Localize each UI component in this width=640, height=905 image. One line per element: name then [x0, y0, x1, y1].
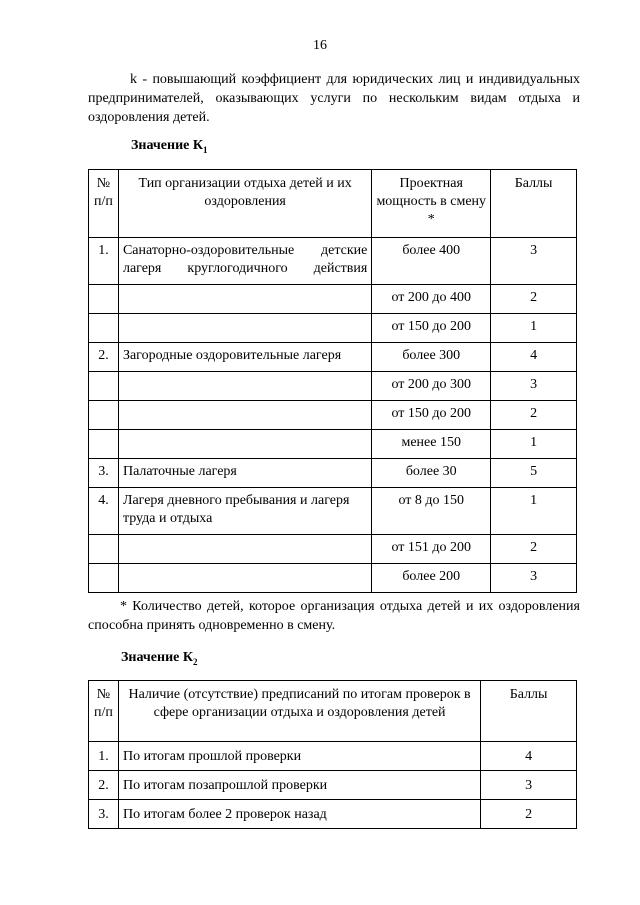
- k1-table: [88, 169, 577, 593]
- row-num: 3.: [89, 800, 119, 829]
- row-num: [89, 285, 119, 314]
- table-row: [89, 343, 577, 372]
- row-type: Палаточные лагеря: [118, 459, 371, 488]
- row-points: 3: [481, 771, 577, 800]
- row-points: 2: [491, 285, 577, 314]
- row-type: [118, 564, 371, 593]
- row-points: 3: [491, 564, 577, 593]
- row-capacity: от 150 до 200: [372, 401, 491, 430]
- row-points: 2: [481, 800, 577, 829]
- row-points: 1: [491, 430, 577, 459]
- row-num: 2.: [89, 771, 119, 800]
- table-row: [89, 771, 577, 800]
- capacity-footnote: * Количество детей, которое организация отдыха детей и их оздоровления способна принять одновременно в смену.: [88, 599, 580, 633]
- table-row: [89, 372, 577, 401]
- row-points: 2: [491, 535, 577, 564]
- row-points: 1: [491, 488, 577, 535]
- row-num: [89, 401, 119, 430]
- row-type: [118, 285, 371, 314]
- row-capacity: более 400: [372, 238, 491, 285]
- row-type: Загородные оздоровительные лагеря: [118, 343, 371, 372]
- row-num: [89, 564, 119, 593]
- row-desc: По итогам прошлой проверки: [118, 742, 480, 771]
- row-capacity: от 150 до 200: [372, 314, 491, 343]
- row-num: 1.: [89, 238, 119, 285]
- k1-header-points: Баллы: [491, 170, 577, 238]
- table-row: [89, 401, 577, 430]
- row-num: [89, 372, 119, 401]
- k1-heading-subscript: 1: [203, 144, 208, 155]
- k1-header-num: № п/п: [89, 170, 119, 238]
- row-num: 1.: [89, 742, 119, 771]
- row-num: [89, 430, 119, 459]
- table-row: [89, 535, 577, 564]
- k1-heading-text: Значение К: [131, 138, 204, 153]
- row-capacity: более 200: [372, 564, 491, 593]
- row-points: 2: [491, 401, 577, 430]
- k1-header-row: [89, 170, 577, 238]
- table-row: [89, 564, 577, 593]
- table-row: [89, 800, 577, 829]
- row-num: 4.: [89, 488, 119, 535]
- k2-header-row: [89, 681, 577, 742]
- row-capacity: от 151 до 200: [372, 535, 491, 564]
- row-points: 1: [491, 314, 577, 343]
- k1-heading: [131, 138, 208, 155]
- row-capacity: более 300: [372, 343, 491, 372]
- row-num: [89, 535, 119, 564]
- table-row: [89, 459, 577, 488]
- row-points: 4: [491, 343, 577, 372]
- table-row: [89, 285, 577, 314]
- row-type: [118, 401, 371, 430]
- row-points: 4: [481, 742, 577, 771]
- k1-header-type: Тип организации отдыха детей и их оздоровления: [118, 170, 371, 238]
- row-num: 2.: [89, 343, 119, 372]
- row-capacity: от 200 до 300: [372, 372, 491, 401]
- row-type: Санаторно-оздоровительные детские лагеря круглогодичного действия: [118, 238, 371, 285]
- k2-header-num: № п/п: [89, 681, 119, 742]
- k1-header-capacity: Проектная мощность в смену *: [372, 170, 491, 238]
- row-type: [118, 314, 371, 343]
- row-points: 3: [491, 238, 577, 285]
- table-row: [89, 488, 577, 535]
- row-type: [118, 372, 371, 401]
- table-row: [89, 430, 577, 459]
- row-capacity: менее 150: [372, 430, 491, 459]
- page-number: 16: [313, 38, 327, 53]
- row-capacity: от 200 до 400: [372, 285, 491, 314]
- row-type: [118, 535, 371, 564]
- k2-header-points: Баллы: [481, 681, 577, 742]
- row-num: 3.: [89, 459, 119, 488]
- row-desc: По итогам позапрошлой проверки: [118, 771, 480, 800]
- row-capacity: от 8 до 150: [372, 488, 491, 535]
- row-points: 3: [491, 372, 577, 401]
- row-type: Лагеря дневного пребывания и лагеря труда и отдыха: [118, 488, 371, 535]
- k2-heading-subscript: 2: [193, 656, 198, 667]
- table-row: [89, 742, 577, 771]
- k2-table: [88, 680, 577, 829]
- row-capacity: более 30: [372, 459, 491, 488]
- row-desc: По итогам более 2 проверок назад: [118, 800, 480, 829]
- row-type: [118, 430, 371, 459]
- k2-heading-text: Значение К: [121, 650, 194, 665]
- intro-paragraph: k - повышающий коэффициент для юридических лиц и индивидуальных предпринимателей, оказывающих услуги по нескольким видам отдыха и оздоровления детей.: [88, 72, 580, 125]
- row-points: 5: [491, 459, 577, 488]
- table-row: [89, 238, 577, 285]
- k2-header-desc: Наличие (отсутствие) предписаний по итогам проверок в сфере организации отдыха и оздоровления детей: [118, 681, 480, 742]
- table-row: [89, 314, 577, 343]
- k2-heading: [121, 650, 198, 667]
- row-num: [89, 314, 119, 343]
